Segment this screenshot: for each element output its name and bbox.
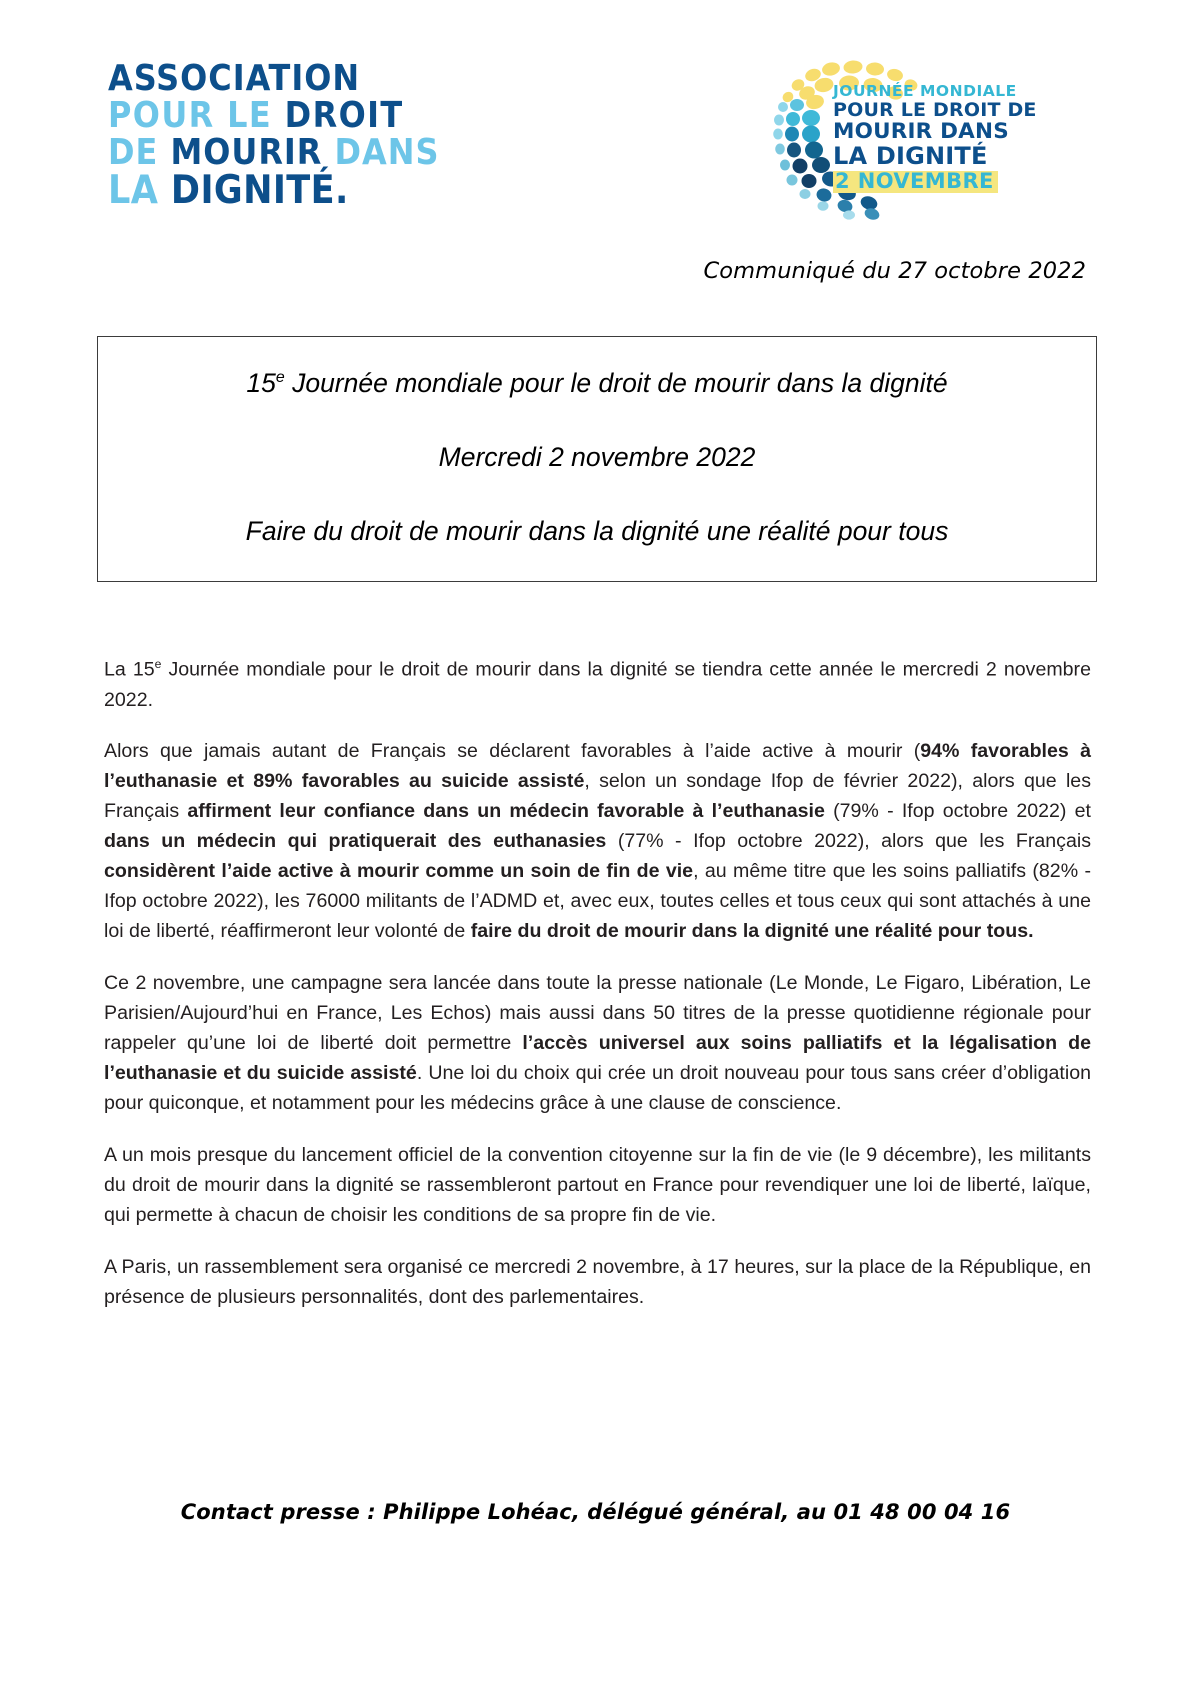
p1-part-a: La 15 bbox=[104, 658, 155, 681]
paragraph-1 bbox=[104, 655, 1091, 715]
journee-mondiale-logo bbox=[757, 48, 1037, 223]
admd-logo-line-2b: DROIT bbox=[284, 94, 404, 136]
p3-b1: l’accès universel aux soins palliatifs et la légalisation de l’euthanasie et du suicide assisté bbox=[104, 1032, 1091, 1085]
p2-s1: Alors que jamais autant de Français se déclarent favorables à l’aide active à mourir ( bbox=[104, 740, 921, 763]
title-line-date: Mercredi 2 novembre 2022 bbox=[438, 442, 756, 473]
title-ordinal-suffix: e bbox=[275, 369, 285, 387]
jmd-line-1: JOURNÉE MONDIALE bbox=[833, 82, 1017, 100]
paragraph-3 bbox=[104, 969, 1091, 1119]
title-line-slogan: Faire du droit de mourir dans la dignité une réalité pour tous bbox=[245, 515, 949, 546]
admd-logo-line-1-text: ASSOCIATION bbox=[108, 58, 361, 99]
admd-logo-line-1 bbox=[108, 58, 448, 99]
admd-logo-line-3 bbox=[108, 131, 448, 173]
admd-logo bbox=[108, 58, 448, 214]
p3-s2: . Une loi du choix qui crée un droit nouveau pour tous sans créer d’obligation pour quiconque, et notamment pour les médecins grâce à une clause de conscience. bbox=[104, 1062, 1091, 1115]
p2-s5: , au même titre que les soins palliatifs (82% - Ifop octobre 2022), les 76000 militants de l’ADMD et, avec eux, toutes celles et tous ceux qui sont attachés à une loi de liberté, réaffirmeront leur volonté de bbox=[104, 860, 1091, 943]
p1-part-b: Journée mondiale pour le droit de mourir dans la dignité se tiendra cette année le mercredi 2 novembre 2022. bbox=[104, 658, 1091, 711]
admd-logo-line-3a: DE bbox=[108, 131, 171, 173]
p3-s1: Ce 2 novembre, une campagne sera lancée dans toute la presse nationale (Le Monde, Le Figaro, Libération, Le Parisien/Aujourd’hui en France, Les Echos) mais aussi dans 50 titres de la presse quotidienne régionale pour rappeler qu’une loi de liberté doit permettre bbox=[104, 972, 1091, 1055]
title-event-rest: Journée mondiale pour le droit de mourir dans la dignité bbox=[284, 368, 948, 399]
jmd-line-4: LA DIGNITÉ bbox=[833, 142, 988, 171]
document-header bbox=[0, 0, 1191, 250]
p2-b4: considèrent l’aide active à mourir comme un soin de fin de vie bbox=[104, 860, 694, 883]
admd-logo-line-3b: MOURIR bbox=[170, 131, 335, 173]
communique-date: Communiqué du 27 octobre 2022 bbox=[703, 258, 1086, 284]
p2-s3: (79% - Ifop octobre 2022) et bbox=[824, 800, 1092, 823]
admd-logo-line-4a: LA bbox=[108, 168, 171, 214]
p2-s4: (77% - Ifop octobre 2022), alors que les Français bbox=[606, 830, 1091, 853]
admd-logo-line-4b: DIGNITÉ. bbox=[170, 168, 349, 214]
journee-mondiale-logo-text bbox=[833, 84, 1037, 193]
paragraph-5: A Paris, un rassemblement sera organisé ce mercredi 2 novembre, à 17 heures, sur la place de la République, en présence de plusieurs personnalités, dont des parlementaires. bbox=[104, 1256, 1091, 1308]
p2-b5: faire du droit de mourir dans la dignité une réalité pour tous. bbox=[470, 920, 1034, 943]
paragraph-4: A un mois presque du lancement officiel de la convention citoyenne sur la fin de vie (le 9 décembre), les militants du droit de mourir dans la dignité se rassembleront partout en France pour revendiquer une loi de liberté, laïque, qui permette à chacun de choisir les conditions de sa propre fin de vie. bbox=[104, 1144, 1091, 1227]
p2-b3: dans un médecin qui pratiquerait des euthanasies bbox=[104, 830, 607, 853]
jmd-line-2: POUR LE DROIT DE bbox=[833, 98, 1037, 121]
admd-logo-line-2a: POUR LE bbox=[108, 94, 285, 136]
document-body bbox=[104, 655, 1091, 1313]
title-line-event bbox=[246, 368, 947, 400]
contact-press-footer: Contact presse : Philippe Lohéac, délégué général, au 01 48 00 04 16 bbox=[180, 1500, 1011, 1524]
p2-s2: , selon un sondage Ifop de février 2022), alors que les Français bbox=[104, 770, 1091, 823]
jmd-date-badge: 2 NOVEMBRE bbox=[833, 171, 998, 193]
p1-ordinal-suffix: e bbox=[154, 657, 162, 671]
title-ordinal-number: 15 bbox=[246, 368, 276, 399]
admd-logo-line-2 bbox=[108, 94, 448, 136]
p2-b1: 94% favorables à l’euthanasie et 89% favorables au suicide assisté bbox=[104, 740, 1091, 793]
admd-logo-line-4 bbox=[108, 168, 448, 214]
p2-b2: affirment leur confiance dans un médecin favorable à l’euthanasie bbox=[187, 800, 825, 823]
title-box bbox=[97, 336, 1097, 582]
admd-logo-line-3c: DANS bbox=[334, 131, 440, 173]
paragraph-2 bbox=[104, 737, 1091, 947]
jmd-line-3: MOURIR DANS bbox=[833, 119, 1009, 145]
